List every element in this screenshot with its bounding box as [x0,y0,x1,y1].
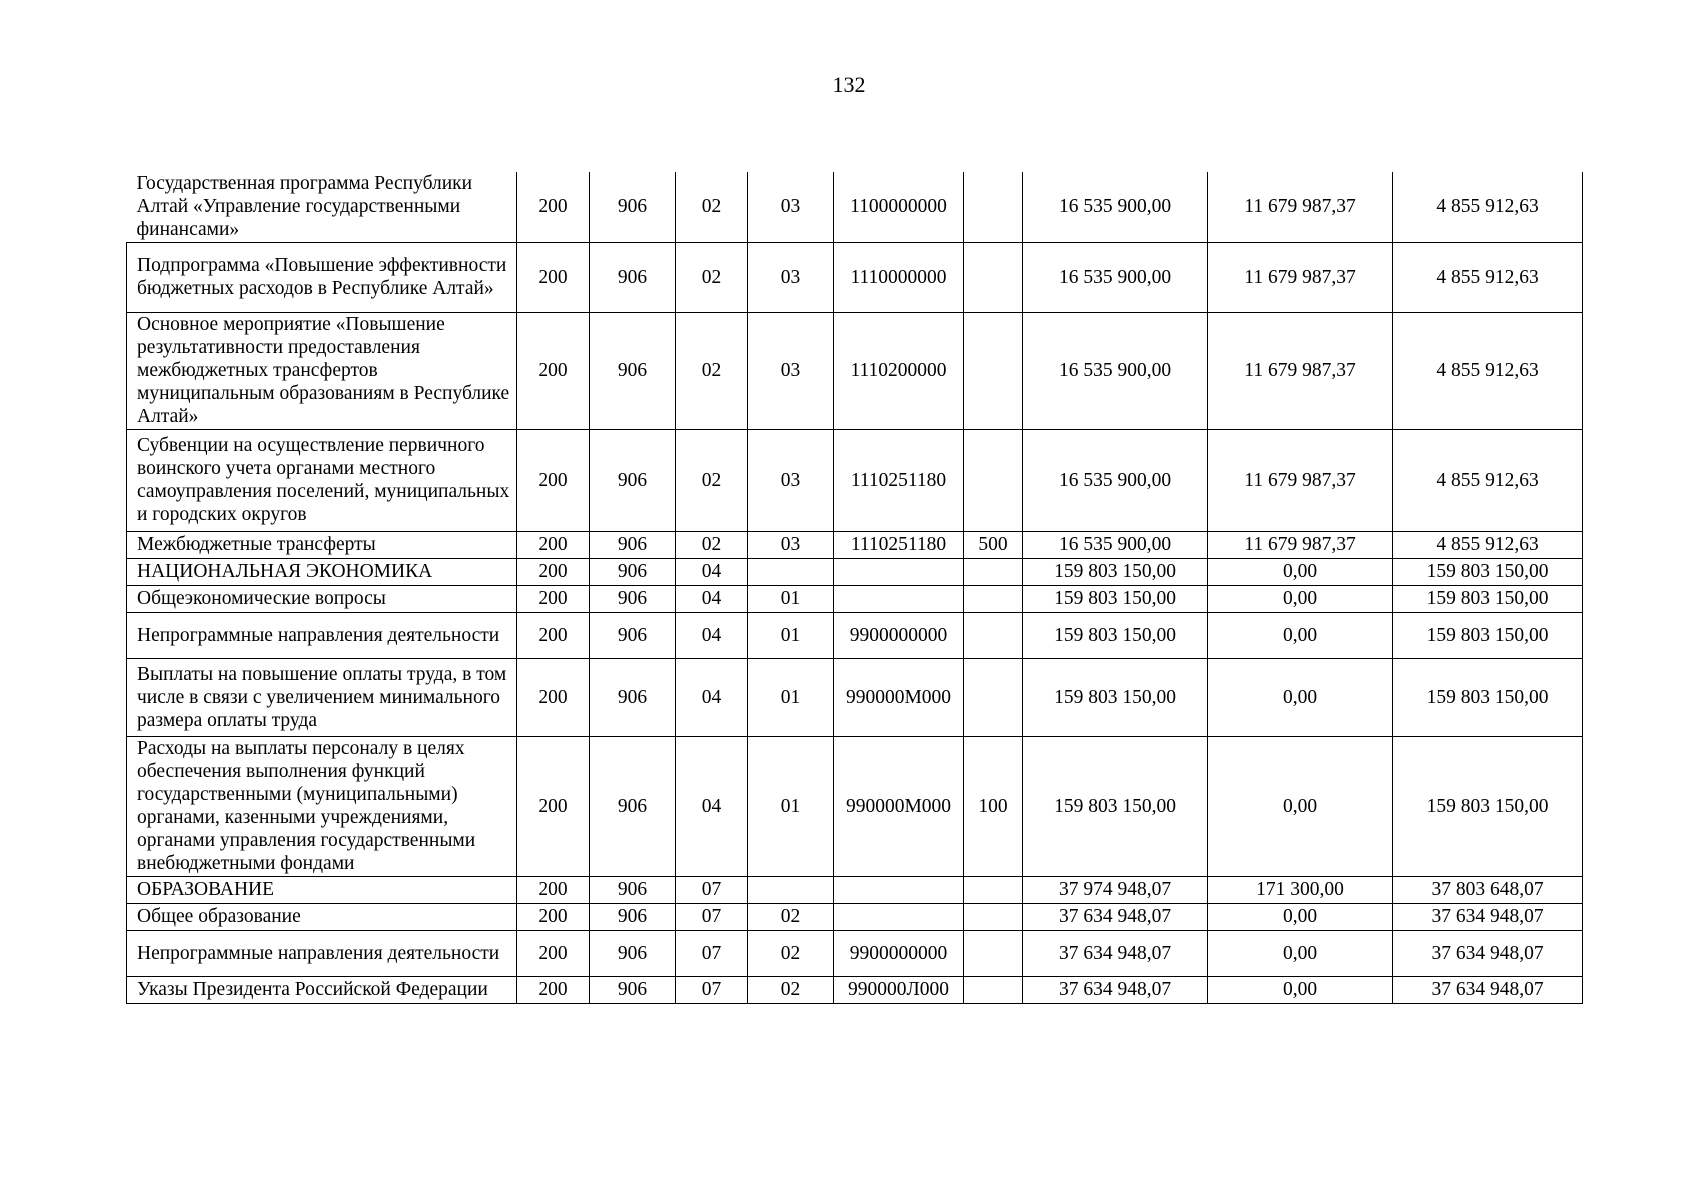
code-cell: 200 [517,736,590,876]
item-name-cell: Непрограммные направления деятельности [127,930,517,976]
ministry-code-cell: 906 [590,531,676,558]
item-name-cell: Общеэкономические вопросы [127,585,517,612]
code-cell: 200 [517,429,590,531]
subsection-cell [748,558,834,585]
amount-remaining-cell: 159 803 150,00 [1393,558,1583,585]
target-article-cell: 1110000000 [834,242,964,312]
table-row [127,930,1583,976]
expense-type-cell [964,612,1023,658]
code-cell: 200 [517,242,590,312]
expense-type-cell [964,558,1023,585]
table-row [127,429,1583,531]
expense-type-cell: 100 [964,736,1023,876]
ministry-code-cell: 906 [590,585,676,612]
table-row [127,612,1583,658]
subsection-cell: 01 [748,585,834,612]
amount-executed-cell: 0,00 [1208,558,1393,585]
subsection-cell: 03 [748,242,834,312]
item-name-cell: Указы Президента Российской Федерации [127,976,517,1003]
table-row [127,903,1583,930]
amount-remaining-cell: 4 855 912,63 [1393,429,1583,531]
subsection-cell: 03 [748,531,834,558]
code-cell: 200 [517,876,590,903]
item-name-cell: Основное мероприятие «Повышение результативности предоставления межбюджетных трансфертов муниципальным образованиям в Республике Алтай» [127,312,517,429]
amount-executed-cell: 11 679 987,37 [1208,172,1393,242]
code-cell: 200 [517,172,590,242]
amount-remaining-cell: 37 803 648,07 [1393,876,1583,903]
expense-type-cell [964,903,1023,930]
amount-executed-cell: 11 679 987,37 [1208,312,1393,429]
amount-remaining-cell: 37 634 948,07 [1393,976,1583,1003]
table-row [127,585,1583,612]
code-cell: 200 [517,585,590,612]
code-cell: 200 [517,976,590,1003]
code-cell: 200 [517,658,590,736]
subsection-cell: 03 [748,312,834,429]
table-body [127,172,1583,1003]
expense-type-cell: 500 [964,531,1023,558]
section-cell: 02 [676,172,748,242]
table-row [127,172,1583,242]
item-name-cell: Выплаты на повышение оплаты труда, в том числе в связи с увеличением минимального размера оплаты труда [127,658,517,736]
expense-type-cell [964,876,1023,903]
code-cell: 200 [517,558,590,585]
amount-executed-cell: 0,00 [1208,658,1393,736]
amount-approved-cell: 37 634 948,07 [1023,903,1208,930]
section-cell: 02 [676,312,748,429]
subsection-cell: 03 [748,429,834,531]
expense-type-cell [964,658,1023,736]
target-article-cell: 1110200000 [834,312,964,429]
table-row [127,658,1583,736]
amount-executed-cell: 0,00 [1208,736,1393,876]
code-cell: 200 [517,903,590,930]
item-name-cell: НАЦИОНАЛЬНАЯ ЭКОНОМИКА [127,558,517,585]
amount-approved-cell: 37 634 948,07 [1023,930,1208,976]
target-article-cell: 9900000000 [834,612,964,658]
target-article-cell: 1110251180 [834,429,964,531]
amount-approved-cell: 159 803 150,00 [1023,558,1208,585]
section-cell: 07 [676,903,748,930]
code-cell: 200 [517,930,590,976]
budget-table [126,172,1583,1004]
code-cell: 200 [517,612,590,658]
ministry-code-cell: 906 [590,429,676,531]
subsection-cell: 01 [748,658,834,736]
table-row [127,312,1583,429]
section-cell: 07 [676,876,748,903]
expense-type-cell [964,312,1023,429]
target-article-cell [834,876,964,903]
expense-type-cell [964,585,1023,612]
subsection-cell: 02 [748,903,834,930]
amount-remaining-cell: 4 855 912,63 [1393,242,1583,312]
item-name-cell: Подпрограмма «Повышение эффективности бюджетных расходов в Республике Алтай» [127,242,517,312]
ministry-code-cell: 906 [590,242,676,312]
section-cell: 04 [676,585,748,612]
item-name-cell: Межбюджетные трансферты [127,531,517,558]
item-name-cell: Общее образование [127,903,517,930]
ministry-code-cell: 906 [590,930,676,976]
amount-remaining-cell: 37 634 948,07 [1393,930,1583,976]
amount-approved-cell: 37 974 948,07 [1023,876,1208,903]
section-cell: 02 [676,429,748,531]
subsection-cell: 02 [748,976,834,1003]
ministry-code-cell: 906 [590,558,676,585]
expense-type-cell [964,429,1023,531]
subsection-cell: 01 [748,612,834,658]
item-name-cell: Государственная программа Республики Алтай «Управление государственными финансами» [127,172,517,242]
ministry-code-cell: 906 [590,172,676,242]
table-row [127,876,1583,903]
amount-approved-cell: 16 535 900,00 [1023,172,1208,242]
amount-executed-cell: 11 679 987,37 [1208,429,1393,531]
subsection-cell [748,876,834,903]
section-cell: 02 [676,242,748,312]
target-article-cell: 1110251180 [834,531,964,558]
item-name-cell: Непрограммные направления деятельности [127,612,517,658]
amount-remaining-cell: 4 855 912,63 [1393,531,1583,558]
table-row [127,531,1583,558]
ministry-code-cell: 906 [590,612,676,658]
section-cell: 04 [676,612,748,658]
amount-executed-cell: 0,00 [1208,930,1393,976]
amount-approved-cell: 16 535 900,00 [1023,531,1208,558]
amount-executed-cell: 11 679 987,37 [1208,531,1393,558]
amount-executed-cell: 11 679 987,37 [1208,242,1393,312]
ministry-code-cell: 906 [590,658,676,736]
expense-type-cell [964,172,1023,242]
subsection-cell: 03 [748,172,834,242]
section-cell: 04 [676,558,748,585]
target-article-cell [834,585,964,612]
amount-remaining-cell: 4 855 912,63 [1393,172,1583,242]
amount-remaining-cell: 159 803 150,00 [1393,612,1583,658]
expense-type-cell [964,976,1023,1003]
ministry-code-cell: 906 [590,736,676,876]
code-cell: 200 [517,531,590,558]
item-name-cell: Субвенции на осуществление первичного воинского учета органами местного самоуправления поселений, муниципальных и городских округов [127,429,517,531]
table-row [127,242,1583,312]
amount-executed-cell: 171 300,00 [1208,876,1393,903]
amount-approved-cell: 159 803 150,00 [1023,658,1208,736]
item-name-cell: ОБРАЗОВАНИЕ [127,876,517,903]
amount-remaining-cell: 159 803 150,00 [1393,658,1583,736]
amount-executed-cell: 0,00 [1208,976,1393,1003]
ministry-code-cell: 906 [590,312,676,429]
target-article-cell: 990000М000 [834,658,964,736]
amount-approved-cell: 37 634 948,07 [1023,976,1208,1003]
table-row [127,558,1583,585]
expense-type-cell [964,930,1023,976]
target-article-cell: 1100000000 [834,172,964,242]
amount-remaining-cell: 159 803 150,00 [1393,736,1583,876]
subsection-cell: 01 [748,736,834,876]
subsection-cell: 02 [748,930,834,976]
item-name-cell: Расходы на выплаты персоналу в целях обеспечения выполнения функций государственными (муниципальными) органами, казенными учреждениями, органами управления государственными внебюджетными фондами [127,736,517,876]
ministry-code-cell: 906 [590,876,676,903]
section-cell: 04 [676,736,748,876]
target-article-cell: 9900000000 [834,930,964,976]
target-article-cell [834,558,964,585]
target-article-cell: 990000Л000 [834,976,964,1003]
section-cell: 02 [676,531,748,558]
section-cell: 07 [676,976,748,1003]
section-cell: 07 [676,930,748,976]
amount-remaining-cell: 37 634 948,07 [1393,903,1583,930]
amount-remaining-cell: 4 855 912,63 [1393,312,1583,429]
code-cell: 200 [517,312,590,429]
amount-approved-cell: 159 803 150,00 [1023,612,1208,658]
amount-approved-cell: 159 803 150,00 [1023,736,1208,876]
amount-remaining-cell: 159 803 150,00 [1393,585,1583,612]
amount-executed-cell: 0,00 [1208,612,1393,658]
amount-approved-cell: 16 535 900,00 [1023,312,1208,429]
amount-approved-cell: 16 535 900,00 [1023,242,1208,312]
page-number: 132 [832,72,866,97]
amount-executed-cell: 0,00 [1208,903,1393,930]
table-row [127,976,1583,1003]
expense-type-cell [964,242,1023,312]
target-article-cell [834,903,964,930]
amount-approved-cell: 159 803 150,00 [1023,585,1208,612]
amount-executed-cell: 0,00 [1208,585,1393,612]
amount-approved-cell: 16 535 900,00 [1023,429,1208,531]
table-row [127,736,1583,876]
section-cell: 04 [676,658,748,736]
ministry-code-cell: 906 [590,903,676,930]
target-article-cell: 990000М000 [834,736,964,876]
ministry-code-cell: 906 [590,976,676,1003]
